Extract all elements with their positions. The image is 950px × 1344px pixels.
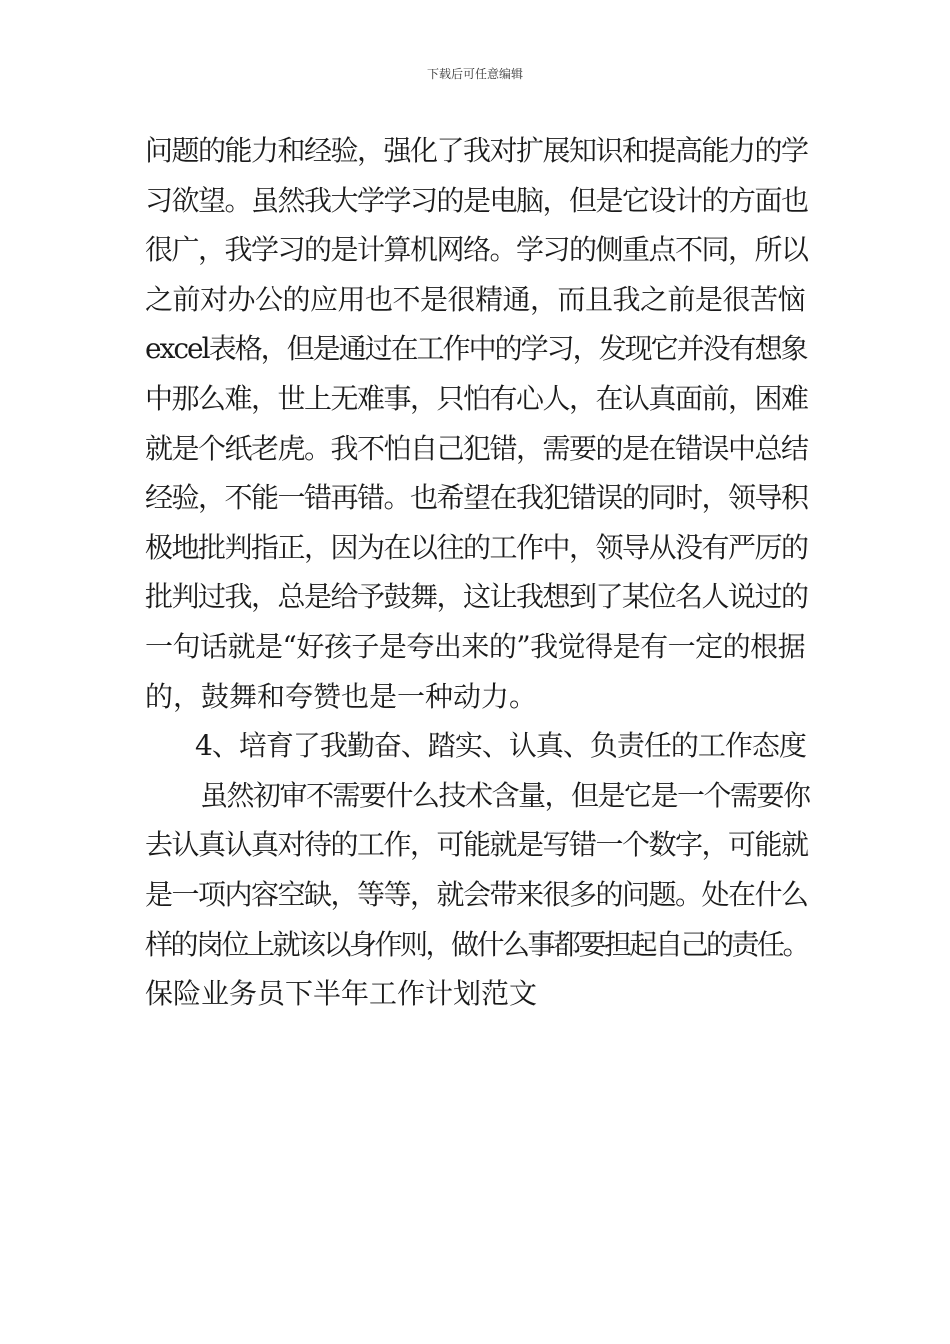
text-line: 去认真认真对待的工作，可能就是写错一个数字，可能就 xyxy=(145,828,808,862)
text-line: excel表格，但是通过在工作中的学习，发现它并没有想象 xyxy=(145,332,807,366)
text-line: 习欲望。虽然我大学学习的是电脑，但是它设计的方面也 xyxy=(145,183,808,217)
text-line: 的，鼓舞和夸赞也是一种动力。 xyxy=(145,679,538,713)
text-line: 问题的能力和经验，强化了我对扩展知识和提高能力的学 xyxy=(145,134,808,167)
text-line: 很广，我学习的是计算机网络。学习的侧重点不同，所以 xyxy=(145,233,808,267)
text-line: 批判过我，总是给予鼓舞，这让我想到了某位名人说过的 xyxy=(145,580,808,614)
text-line: 是一项内容空缺，等等，就会带来很多的问题。处在什么 xyxy=(145,877,808,911)
document-title: 保险业务员下半年工作计划范文 xyxy=(145,977,538,1011)
text-line: 极地批判指正，因为在以往的工作中，领导从没有严厉的 xyxy=(145,530,808,564)
body-text xyxy=(145,126,810,1019)
text-line: 一句话就是“好孩子是夸出来的”我觉得是有一定的根据 xyxy=(145,629,806,663)
text-line: 经验，不能一错再错。也希望在我犯错误的同时，领导积 xyxy=(145,481,808,515)
page-header-note: 下载后可任意编辑 xyxy=(426,67,523,81)
text-line: 就是个纸老虎。我不怕自己犯错，需要的是在错误中总结 xyxy=(145,431,808,465)
text-line: 中那么难，世上无难事，只怕有心人，在认真面前，困难 xyxy=(145,381,808,415)
section-heading: 4、培育了我勤奋、踏实、认真、负责任的工作态度 xyxy=(195,729,806,763)
text-line: 之前对办公的应用也不是很精通，而且我之前是很苦恼 xyxy=(145,282,806,316)
text-line: 虽然初审不需要什么技术含量，但是它是一个需要你 xyxy=(200,778,810,812)
text-line: 样的岗位上就该以身作则，做什么事都要担起自己的责任。 xyxy=(145,927,809,961)
